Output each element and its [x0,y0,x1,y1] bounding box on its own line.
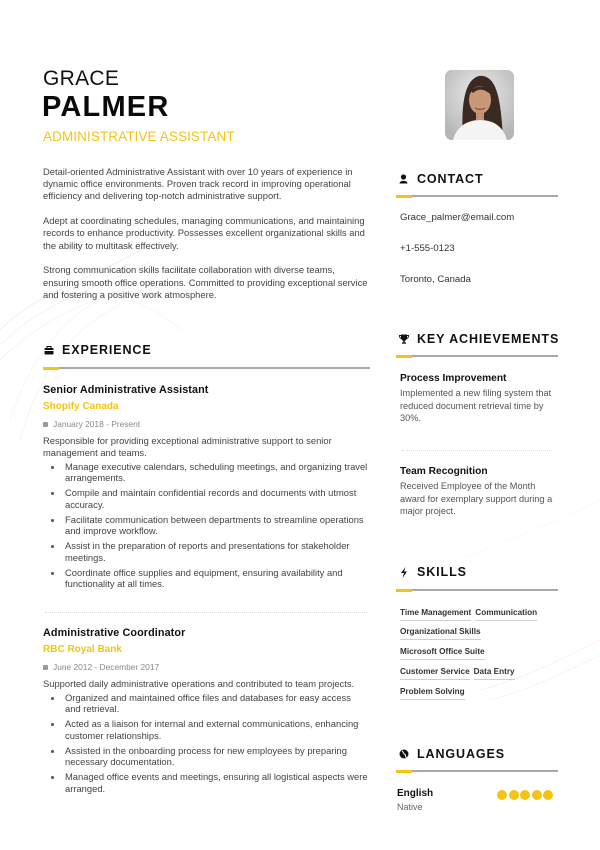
job-dates-text: January 2018 - Present [53,419,141,429]
skills-row [400,627,485,640]
skill-tag: Communication [475,608,537,621]
job-bullets [65,461,373,589]
job-dates [43,662,373,672]
briefcase-icon [43,345,54,356]
skills-divider [396,589,558,591]
job-company: Shopify Canada [43,401,119,412]
skill-tag: Problem Solving [400,687,465,700]
language-level: Native [397,802,423,812]
achievement-title: Process Improvement [400,373,507,384]
job-description: Responsible for providing exceptional administrative support to senior management and teams. [43,435,332,458]
rating-dot [520,790,530,800]
job-entry [43,384,373,593]
summary-paragraph: Detail-oriented Administrative Assistant with over 10 years of experience in dynamic office environments. Proven track record in improving operational efficiency and delivering top-notch administrative support. [43,166,353,202]
job-bullets [65,692,373,794]
achievements-heading: KEY ACHIEVEMENTS [417,332,560,346]
calendar-icon [43,665,48,670]
skills-row [400,667,519,680]
achievement-description: Received Employee of the Month award for exemplary support during a major project. [400,481,553,517]
profile-summary [43,166,373,314]
skills-row [400,608,541,621]
job-role: Senior Administrative Assistant [43,384,209,396]
achievements-section-header [398,332,559,346]
achievement-description: Implemented a new filing system that reduced document retrieval time by 30%. [400,388,552,424]
rating-dot [497,790,507,800]
job-role: Administrative Coordinator [43,627,186,639]
skill-tag: Time Management [400,608,471,621]
portrait-image [445,70,514,140]
language-rating [497,790,555,800]
skills-section-header [398,565,467,579]
job-bullet: Manage executive calendars, scheduling meetings, and organizing travel arrangements. [65,461,373,484]
achievement-separator [402,450,552,451]
experience-divider [43,367,370,369]
job-dates [43,419,373,429]
contact-email[interactable]: Grace_palmer@email.com [400,212,515,223]
first-name: GRACE [43,67,120,90]
summary-paragraph: Adept at coordinating schedules, managing communications, and maintaining records to enhance productivity. Possesses excellent organizational skills and the ability to multitask effectively. [43,215,365,251]
job-bullet: Assisted in the onboarding process for new employees by preparing necessary documentation. [65,745,373,768]
rating-dot [532,790,542,800]
achievement-title: Team Recognition [400,466,488,477]
languages-section-header [398,747,505,761]
contact-section-header [398,172,483,186]
trophy-icon [398,334,409,345]
lightning-icon [398,567,409,578]
achievement-item [400,373,560,425]
contact-heading: CONTACT [417,172,484,186]
contact-location: Toronto, Canada [400,274,471,285]
skills-heading: SKILLS [417,565,467,579]
job-bullet: Organized and maintained office files and databases for easy access and retrieval. [65,692,373,715]
last-name: PALMER [42,91,170,123]
skills-row [400,647,489,660]
skill-tag: Data Entry [474,667,515,680]
contact-phone[interactable]: +1-555-0123 [400,243,455,254]
rating-dot [509,790,519,800]
language-name: English [397,788,434,799]
experience-heading: EXPERIENCE [62,343,152,357]
skill-tag: Customer Service [400,667,470,680]
rating-dot [543,790,553,800]
job-description: Supported daily administrative operations and contributed to team projects. [43,678,355,689]
job-bullet: Coordinate office supplies and equipment, ensuring availability and functionality at all times. [65,567,373,590]
job-dates-text: June 2012 - December 2017 [53,662,160,672]
job-bullet: Facilitate communication between departments to streamline operations and improve workflow. [65,514,373,537]
job-bullet: Acted as a liaison for internal and external communications, enhancing customer relationships. [65,718,373,741]
job-company: RBC Royal Bank [43,644,122,655]
job-bullet: Compile and maintain confidential records and documents with utmost accuracy. [65,487,373,510]
calendar-icon [43,422,48,427]
globe-icon [398,749,409,760]
job-bullet: Assist in the preparation of reports and presentations for stakeholder meetings. [65,540,373,563]
user-icon [398,174,409,185]
job-separator [45,612,367,613]
skill-tag: Microsoft Office Suite [400,647,485,660]
achievements-divider [396,355,558,357]
contact-divider [396,195,558,197]
summary-paragraph: Strong communication skills facilitate collaboration with diverse teams, ensuring smooth office operations. Committed to providing exceptional service and fostering a positive work atmosphere. [43,264,368,300]
profile-photo [445,70,514,140]
skill-tag: Organizational Skills [400,627,481,640]
languages-divider [396,770,558,772]
languages-heading: LANGUAGES [417,747,505,761]
skills-row [400,687,469,700]
job-bullet: Managed office events and meetings, ensuring all logistical aspects were arranged. [65,771,373,794]
job-title: ADMINISTRATIVE ASSISTANT [43,129,235,144]
job-entry [43,627,373,798]
experience-section-header [43,343,152,357]
achievement-item [400,466,560,518]
